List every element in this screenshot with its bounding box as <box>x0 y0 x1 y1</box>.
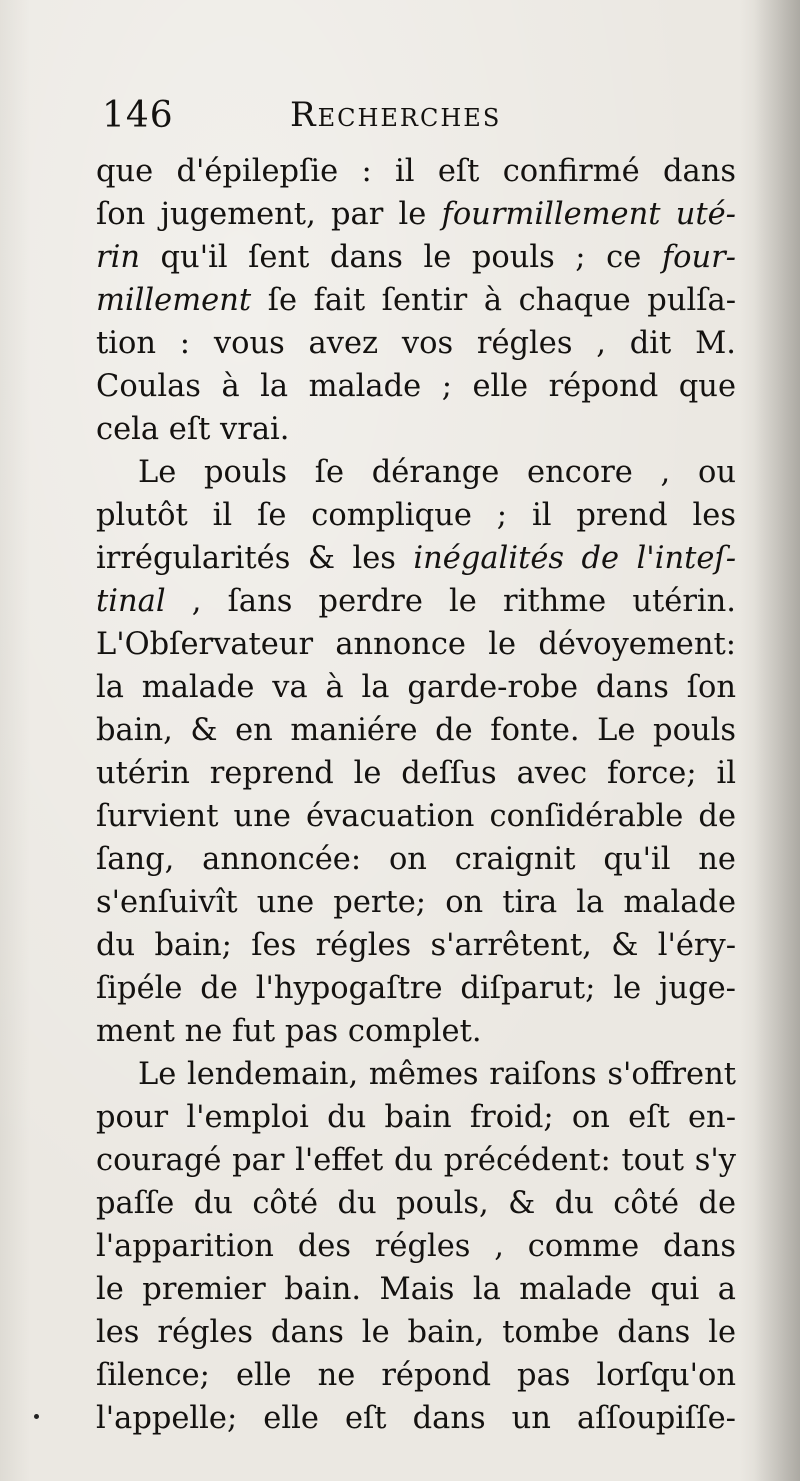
running-title: Recherches <box>290 95 502 135</box>
text-segment: utérin reprend le deſſus avec force; il <box>96 756 736 791</box>
text-line <box>96 924 736 967</box>
text-line <box>96 881 736 924</box>
text-line <box>96 365 736 408</box>
text-segment: l'apparition des régles , comme dans <box>96 1229 736 1264</box>
italic-text: rin <box>96 240 140 275</box>
italic-text: fourmillement uté- <box>441 197 736 232</box>
text-segment: ſe fait ſentir à chaque pulſa- <box>251 283 736 318</box>
text-segment: le premier bain. Mais la malade qui a <box>96 1272 736 1307</box>
text-line <box>96 537 736 580</box>
text-line <box>96 1225 736 1268</box>
text-line <box>96 150 736 193</box>
text-segment: ſilence; elle ne répond pas lorſqu'on <box>96 1358 736 1393</box>
italic-text: millement <box>96 283 252 318</box>
text-line <box>96 1268 736 1311</box>
text-segment: plutôt il ſe complique ; il prend les <box>96 498 736 533</box>
text-line <box>96 795 736 838</box>
text-segment: Coulas à la malade ; elle répond que <box>96 369 736 404</box>
text-segment: paſſe du côté du pouls, & du côté de <box>96 1186 736 1221</box>
text-line <box>96 1096 736 1139</box>
text-segment: que d'épilepſie : il eſt confirmé dans <box>96 154 736 189</box>
text-segment: Le pouls ſe dérange encore , ou <box>138 455 736 490</box>
text-line <box>96 752 736 795</box>
text-segment: L'Obſervateur annonce le dévoyement: <box>96 627 736 662</box>
text-segment: Le lendemain, mêmes raiſons s'offrent <box>138 1057 736 1092</box>
text-line <box>96 1354 736 1397</box>
text-line <box>96 666 736 709</box>
italic-text: inégalités de l'inteſ- <box>413 541 736 576</box>
page-number: 146 <box>102 95 174 136</box>
text-segment: ſipéle de l'hypogaſtre diſparut; le juge- <box>96 971 736 1006</box>
text-segment: du bain; ſes régles s'arrêtent, & l'éry- <box>96 928 736 963</box>
page-edge-shadow <box>754 0 800 1481</box>
running-header <box>100 95 740 139</box>
text-segment: la malade va à la garde-robe dans ſon <box>96 670 736 705</box>
margin-speck <box>34 1414 39 1419</box>
text-line <box>96 623 736 666</box>
text-segment: ment ne fut pas complet. <box>96 1014 482 1049</box>
text-segment: irrégularités & les <box>96 541 414 576</box>
text-line <box>96 580 736 623</box>
text-segment: pour l'emploi du bain froid; on eſt en- <box>96 1100 736 1135</box>
text-line <box>96 322 736 365</box>
text-line <box>96 1139 736 1182</box>
text-line <box>96 1182 736 1225</box>
text-line <box>96 279 736 322</box>
text-line <box>96 1010 736 1053</box>
text-segment: ſurvient une évacuation conſidérable de <box>96 799 736 834</box>
text-segment: ſang, annoncée: on craignit qu'il ne <box>96 842 736 877</box>
text-segment: cela eſt vrai. <box>96 412 290 447</box>
text-line <box>96 1311 736 1354</box>
text-line <box>96 967 736 1010</box>
italic-text: four- <box>661 240 736 275</box>
text-segment: tion : vous avez vos régles , dit M. <box>96 326 736 361</box>
text-segment: les régles dans le bain, tombe dans le <box>96 1315 736 1350</box>
text-segment: couragé par l'effet du précédent: tout s'y <box>96 1143 736 1178</box>
text-segment: l'appelle; elle eſt dans un aſſoupiſſe- <box>96 1401 736 1436</box>
text-segment: qu'il ſent dans le pouls ; ce <box>139 240 662 275</box>
text-line <box>96 494 736 537</box>
text-line <box>96 1397 736 1440</box>
text-line <box>96 1053 736 1096</box>
text-segment: s'enſuivît une perte; on tira la malade <box>96 885 736 920</box>
text-line <box>96 838 736 881</box>
text-line <box>96 408 736 451</box>
italic-text: tinal <box>96 584 166 619</box>
text-segment: bain, & en maniére de fonte. Le pouls <box>96 713 736 748</box>
text-line <box>96 451 736 494</box>
text-line <box>96 236 736 279</box>
text-segment: ſon jugement, par le <box>96 197 442 232</box>
body-text <box>96 150 736 1440</box>
text-segment: , ſans perdre le rithme utérin. <box>165 584 736 619</box>
text-line <box>96 193 736 236</box>
text-line <box>96 709 736 752</box>
